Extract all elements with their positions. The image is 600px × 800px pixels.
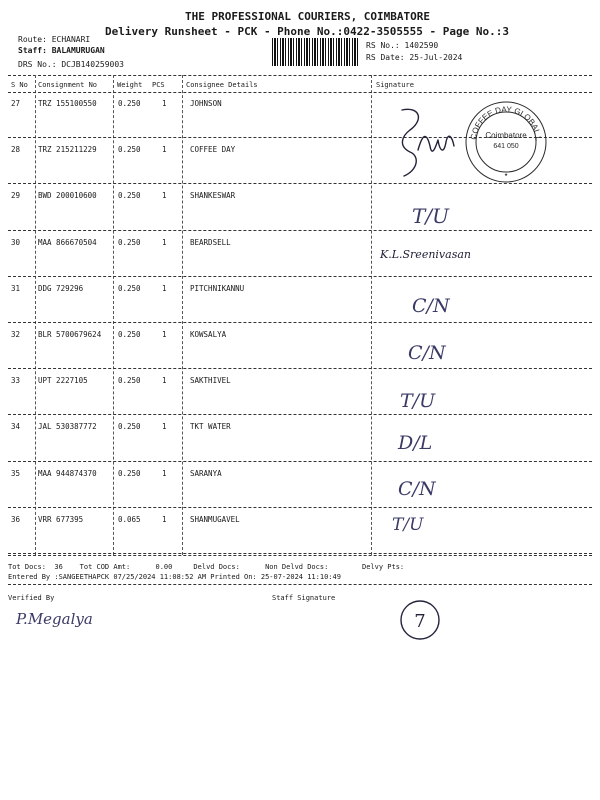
- circled-number-mark: [398, 598, 442, 642]
- row-weight: 0.250: [118, 145, 141, 155]
- row-consignee-name: BEARDSELL: [190, 237, 231, 247]
- row-weight: 0.250: [118, 468, 141, 478]
- signature-johnson-coffeeday: [380, 106, 470, 186]
- verified-by-label: Verified By: [8, 594, 55, 602]
- row-weight: 0.250: [118, 99, 141, 108]
- row-consignee-name: SHANKESWAR: [190, 191, 236, 201]
- company-title: THE PROFESSIONAL COURIERS, COIMBATORE: [185, 10, 431, 23]
- row-consignment-number: JAL 530387772: [38, 422, 97, 432]
- signature-row-35: C/N: [398, 478, 436, 500]
- row-consignee-name: TKT WATER: [190, 422, 231, 432]
- barcode: [272, 38, 360, 66]
- divider: [8, 92, 592, 93]
- signature-row-31: C/N: [412, 295, 450, 317]
- staff-signature-label: Staff Signature: [272, 594, 336, 602]
- row-divider: [8, 230, 592, 231]
- staff-label: Staff: BALAMURUGAN: [18, 46, 105, 55]
- divider: [8, 75, 592, 76]
- row-consignment-number: VRR 677395: [38, 514, 84, 524]
- signature-row-32: C/N: [408, 342, 446, 364]
- signature-row-36: T/U: [392, 515, 424, 535]
- row-divider: [8, 553, 592, 554]
- row-consignment-number: DDG 729296: [38, 283, 84, 293]
- row-consignment-number: TRZ 215211229: [38, 145, 97, 155]
- row-weight: 0.250: [118, 283, 141, 293]
- row-serial-number: 35: [11, 468, 21, 478]
- column-divider: [182, 75, 183, 555]
- column-divider: [113, 75, 114, 555]
- row-divider: [8, 322, 592, 323]
- row-consignee-name: PITCHNIKANNU: [190, 283, 245, 293]
- divider: [8, 555, 592, 556]
- row-weight: 0.250: [118, 191, 141, 201]
- row-divider: [8, 276, 592, 277]
- col-header-signature: Signature: [376, 81, 414, 89]
- row-divider: [8, 368, 592, 369]
- row-serial-number: 33: [11, 376, 21, 386]
- row-divider: [8, 461, 592, 462]
- entered-by-line: Entered By :SANGEETHAPCK 07/25/2024 11:08:52 AM Printed On: 25-07-2024 11:10:49: [8, 573, 341, 581]
- row-serial-number: 31: [11, 283, 21, 293]
- rs-number: RS No.: 1402590: [366, 41, 439, 50]
- signature-row-34: D/L: [398, 432, 433, 454]
- col-header-consignee: Consignee Details: [186, 81, 258, 89]
- stamp-company-text: COFFEE DAY GLOBAL LTD: [459, 91, 543, 141]
- row-divider: [8, 507, 592, 508]
- row-weight: 0.250: [118, 422, 141, 432]
- column-divider: [371, 75, 372, 555]
- row-divider: [8, 414, 592, 415]
- row-consignment-number: BWD 200010600: [38, 191, 97, 201]
- rs-date: RS Date: 25-Jul-2024: [366, 53, 463, 62]
- row-pieces: 1: [162, 330, 167, 339]
- totals-line: Tot Docs: 36 Tot COD Amt: 0.00 Delvd Docs: Non Delvd Docs: Delvy Pts:: [8, 563, 405, 571]
- row-pieces: 1: [162, 422, 167, 432]
- row-pieces: 1: [162, 237, 167, 247]
- row-consignee-name: SARANYA: [190, 468, 222, 478]
- row-serial-number: 36: [11, 514, 21, 524]
- row-pieces: 1: [162, 376, 167, 386]
- drs-number: DRS No.: DCJB140259003: [18, 60, 124, 69]
- row-consignment-number: MAA 944874370: [38, 468, 97, 478]
- row-weight: 0.065: [118, 514, 141, 524]
- col-header-consignment: Consignment No: [38, 81, 98, 89]
- circled-number: 7: [414, 611, 426, 632]
- row-consignee-name: COFFEE DAY: [190, 145, 236, 155]
- stamp-city: Coimbatore: [485, 131, 527, 140]
- stamp-star-icon: ★: [504, 171, 508, 178]
- col-header-pcs: PCS: [152, 81, 165, 89]
- col-header-weight: Weight: [117, 81, 143, 89]
- row-weight: 0.250: [118, 237, 141, 247]
- row-pieces: 1: [162, 283, 167, 293]
- row-weight: 0.250: [118, 330, 141, 339]
- row-consignment-number: UPT 2227105: [38, 376, 88, 386]
- row-serial-number: 29: [11, 191, 21, 201]
- signature-row-33: T/U: [400, 390, 436, 412]
- row-consignment-number: MAA 866670504: [38, 237, 97, 247]
- company-stamp: [459, 91, 552, 188]
- stamp-pin: 641 050: [493, 143, 519, 150]
- row-consignee-name: KOWSALYA: [190, 330, 227, 339]
- row-serial-number: 27: [11, 99, 21, 108]
- row-serial-number: 28: [11, 145, 21, 155]
- row-serial-number: 30: [11, 237, 21, 247]
- row-pieces: 1: [162, 468, 167, 478]
- row-weight: 0.250: [118, 376, 141, 386]
- row-consignment-number: TRZ 155100550: [38, 99, 97, 108]
- divider: [8, 584, 592, 585]
- signature-row-29: T/U: [412, 204, 449, 228]
- row-pieces: 1: [162, 99, 167, 108]
- row-consignee-name: SHANMUGAVEL: [190, 514, 240, 524]
- row-pieces: 1: [162, 514, 167, 524]
- col-header-sno: S No: [11, 81, 28, 89]
- row-consignee-name: JOHNSON: [190, 99, 222, 108]
- verifier-signature: P.Megalya: [16, 610, 93, 628]
- runsheet-subtitle: Delivery Runsheet - PCK - Phone No.:0422-3505555 - Page No.:3: [105, 25, 509, 38]
- row-consignment-number: BLR 5700679624: [38, 330, 102, 339]
- signature-row-30: K.L.Sreenivasan: [380, 248, 471, 261]
- route-label: Route: ECHANARI: [18, 35, 91, 44]
- row-pieces: 1: [162, 191, 167, 201]
- row-pieces: 1: [162, 145, 167, 155]
- row-serial-number: 32: [11, 330, 21, 339]
- row-serial-number: 34: [11, 422, 21, 432]
- column-divider: [35, 75, 36, 555]
- row-consignee-name: SAKTHIVEL: [190, 376, 231, 386]
